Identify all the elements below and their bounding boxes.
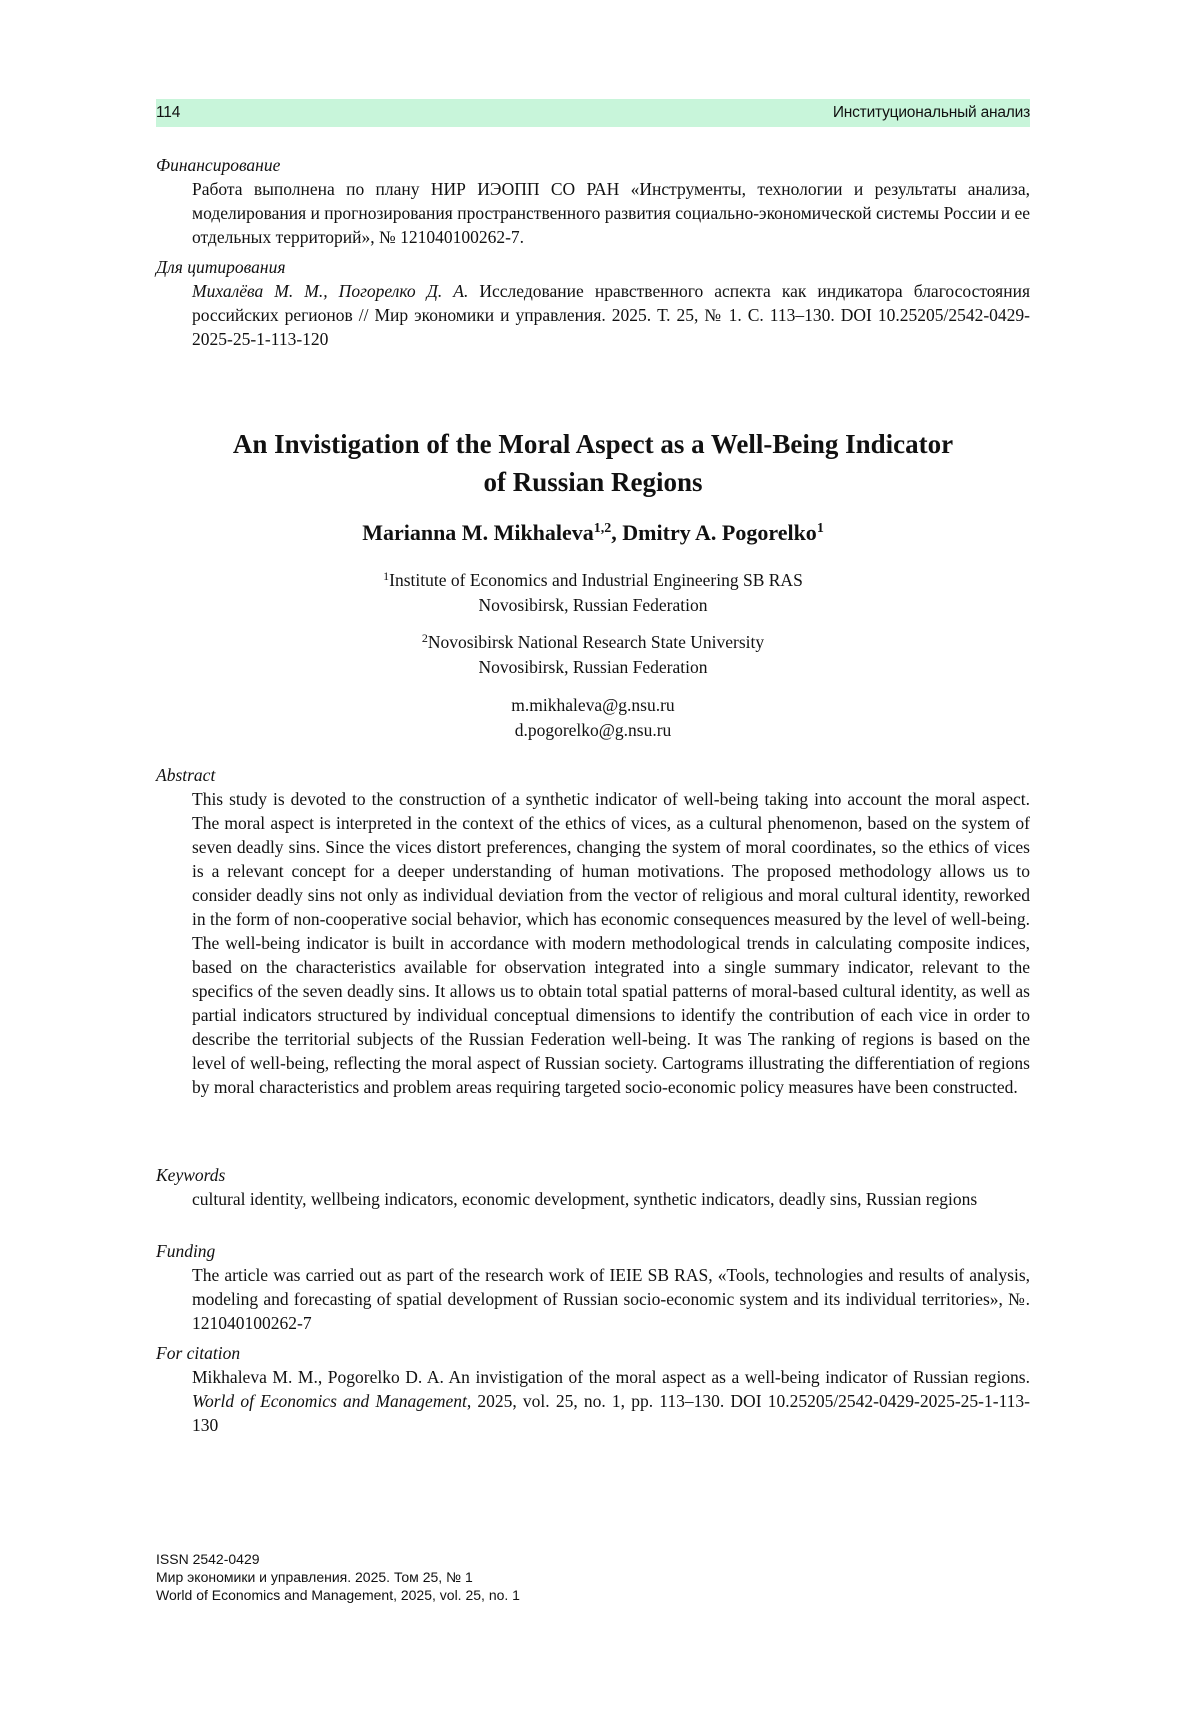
page-footer — [156, 1550, 856, 1604]
funding-section — [156, 1239, 1030, 1335]
russian-citation-authors: Михалёва М. М., Погорелко Д. А. — [192, 281, 469, 301]
funding-text: The article was carried out as part of the research work of IEIE SB RAS, «Tools, technologies and results of analysis, modeling and forecasting of spatial development of Russian socio-economic system and its individual territories», №. 121040100262-7 — [192, 1265, 1030, 1333]
keywords-section — [156, 1163, 1030, 1211]
citation-text — [192, 1365, 1030, 1437]
authors — [156, 518, 1030, 548]
section-title: Институциональный анализ — [832, 104, 1030, 121]
author-2-sup: 1 — [816, 521, 824, 536]
citation-authors-title: Mikhaleva M. M., Pogorelko D. A. An invistigation of the moral aspect as a well-being indicator of Russian regions. — [192, 1367, 1030, 1387]
russian-funding-section — [156, 153, 1030, 249]
russian-citation-label: Для цитирования — [156, 257, 286, 277]
article-title — [156, 425, 1030, 501]
author-2: Dmitry A. Pogorelko — [622, 520, 817, 545]
affiliation-2-city: Novosibirsk, Russian Federation — [478, 657, 708, 677]
keywords-label: Keywords — [156, 1165, 226, 1185]
author-1-sup: 1,2 — [593, 521, 612, 536]
citation-details: , 2025, vol. 25, no. 1, pp. 113–130. DOI 10.25205/2542-0429-2025-25-1-113-130 — [192, 1391, 1030, 1435]
abstract-section — [156, 763, 1030, 1099]
affiliation-1 — [156, 568, 1030, 618]
article-title-line1: An Invistigation of the Moral Aspect as a Well-Being Indicator — [232, 429, 954, 459]
emails — [156, 693, 1030, 743]
citation-section — [156, 1341, 1030, 1437]
email-1: m.mikhaleva@g.nsu.ru — [511, 695, 675, 715]
affiliation-1-sup: 1 — [383, 569, 390, 583]
affiliation-2 — [156, 630, 1030, 680]
author-1: Marianna M. Mikhaleva — [362, 520, 594, 545]
affiliation-1-name: Institute of Economics and Industrial Engineering SB RAS — [389, 570, 803, 590]
russian-citation-rest: Исследование нравственного аспекта как индикатора благосостояния российских регионов // Мир экономики и управления. 2025. Т. 25, № 1. С. 113–130. DOI 10.25205/2542-0429-2025-25-1-113-120 — [192, 281, 1031, 349]
keywords-text: cultural identity, wellbeing indicators, economic development, synthetic indicators, deadly sins, Russian regions — [192, 1189, 978, 1209]
russian-citation-text — [192, 279, 1030, 351]
funding-label: Funding — [156, 1241, 216, 1261]
page-number: 114 — [156, 104, 181, 121]
article-title-line2: of Russian Regions — [483, 467, 703, 497]
abstract-text: This study is devoted to the construction of a synthetic indicator of well-being taking into account the moral aspect. The moral aspect is interpreted in the context of the ethics of vices, as a cultural phenomenon, based on the system of seven deadly sins. Since the vices distort preferences, changing the system of moral coordinates, so the ethics of vices is a relevant concept for a deeper understanding of human motivations. The proposed methodology allows us to consider deadly sins not only as individual deviation from the vector of religious and moral cultural identity, reworked in the form of non-cooperative social behavior, which has economic consequences measured by the level of well-being. The well-being indicator is built in accordance with modern methodological trends in calculating composite indices, based on the characteristics available for observation integrated into a single summary indicator, relevant to the specifics of the seven deadly sins. It allows us to obtain total spatial patterns of moral-based cultural identity, as well as partial indicators structured by individual conceptual dimensions to identify the contribution of each vice in order to describe the territorial subjects of the Russian Federation well-being. It was The ranking of regions is based on the level of well-being, reflecting the moral aspect of Russian society. Cartograms illustrating the differentiation of regions by moral characteristics and problem areas requiring targeted socio-economic policy measures have been constructed. — [192, 789, 1030, 1097]
affiliation-2-sup: 2 — [421, 631, 428, 645]
citation-label: For citation — [156, 1343, 241, 1363]
russian-funding-text: Работа выполнена по плану НИР ИЭОПП СО РАН «Инструменты, технологии и результаты анализа, моделирования и прогнозирования пространственного развития социально-экономической системы России и ее отдельных территорий», № 121040100262-7. — [192, 179, 1030, 247]
citation-journal: World of Economics and Management — [192, 1391, 467, 1411]
author-separator: , — [611, 520, 623, 545]
affiliation-1-city: Novosibirsk, Russian Federation — [478, 595, 708, 615]
footer-journal-ru: Мир экономики и управления. 2025. Том 25, № 1 — [156, 1569, 473, 1585]
russian-funding-label: Финансирование — [156, 155, 281, 175]
russian-citation-section — [156, 255, 1030, 351]
affiliation-2-name: Novosibirsk National Research State University — [427, 632, 765, 652]
abstract-label: Abstract — [156, 765, 216, 785]
footer-issn: ISSN 2542-0429 — [156, 1551, 260, 1567]
email-2: d.pogorelko@g.nsu.ru — [514, 720, 672, 740]
footer-journal-en: World of Economics and Management, 2025, vol. 25, no. 1 — [156, 1587, 520, 1603]
running-head — [156, 99, 1030, 127]
